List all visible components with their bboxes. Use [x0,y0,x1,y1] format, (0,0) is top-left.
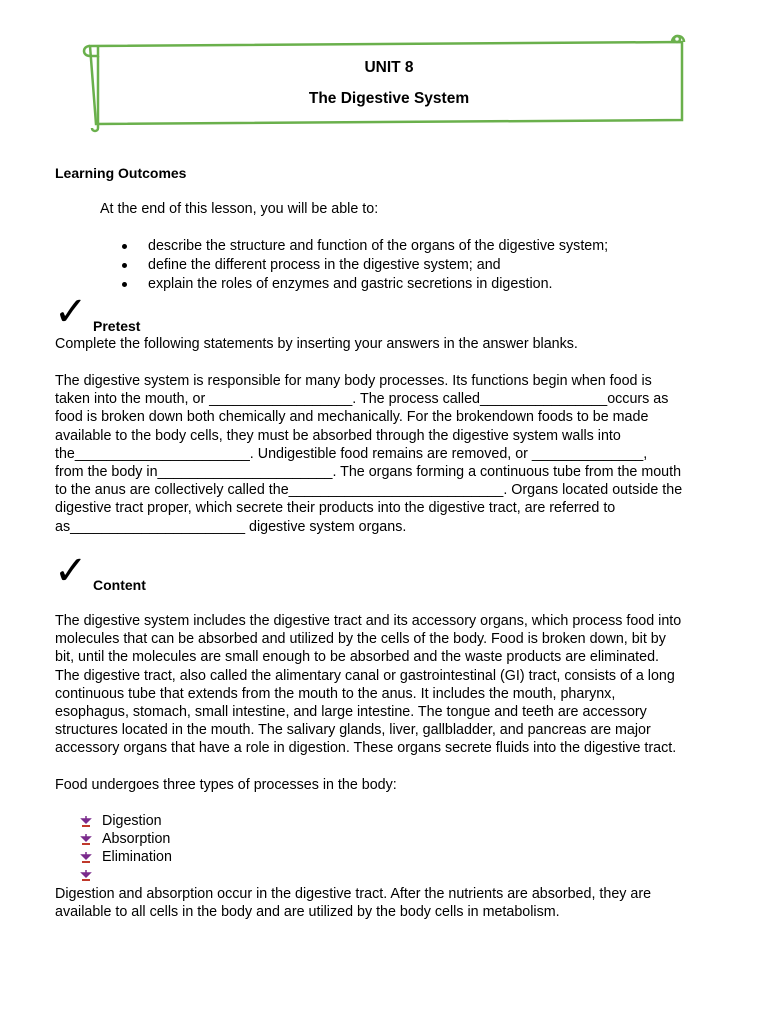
arrow-bullet-icon [80,870,92,882]
text-line: The digestive system includes the digestive tract and its accessory organs, which process food into [55,613,682,629]
scroll-banner-frame [78,28,690,134]
pretest-paragraph [55,372,735,536]
text-line: Digestion and absorption occur in the digestive tract. After the nutrients are absorbed, they are [55,886,652,902]
text-line: structures located in the mouth. The salivary glands, liver, gallbladder, and pancreas are major [55,722,651,739]
list-item: define the different process in the digestive system; and [122,256,722,275]
bullet-icon [122,263,127,268]
list-item [80,866,380,884]
processes-intro: Food undergoes three types of processes in the body: [55,777,397,793]
text-line: The digestive tract, also called the alimentary canal or gastrointestinal (GI) tract, consists of a long [55,667,675,684]
text-line: esophagus, stomach, small intestine, and large intestine. The tongue and teeth are accessory [55,704,647,721]
learning-outcomes-list [122,237,722,294]
arrow-bullet-icon [80,816,92,828]
closing-paragraph [55,885,737,921]
text-line: bit, until the molecules are small enough to be absorbed and the waste products are eliminated. [55,649,660,666]
text-line: to the anus are collectively called the___________________________. Organs located outside the [55,482,683,499]
page-title: The Digestive System [308,90,470,107]
checkmark-icon: ✓ [54,548,88,594]
text-line: the______________________. Undigestible food remains are removed, or ______________, [55,445,648,462]
list-item: Elimination [80,848,380,866]
pretest-heading: Pretest [93,318,141,334]
bullet-icon [122,244,127,249]
arrow-bullet-icon [80,834,92,846]
text-line: The digestive system is responsible for many body processes. Its functions begin when food is [55,373,652,389]
list-item: explain the roles of enzymes and gastric secretions in digestion. [122,275,722,294]
content-heading: Content [93,577,146,593]
text-line: food is broken down both chemically and mechanically. For the brokendown foods to be made [55,409,649,426]
list-item: describe the structure and function of the organs of the digestive system; [122,237,722,256]
text-line: as______________________ digestive system organs. [55,518,407,535]
text-line: continuous tube that extends from the mouth to the anus. It includes the mouth, pharynx, [55,685,616,702]
pretest-instruction: Complete the following statements by inserting your answers in the answer blanks. [55,336,578,352]
list-item: Digestion [80,812,380,830]
processes-list [80,812,380,884]
text-line: from the body in______________________. The organs forming a continuous tube from the mouth [55,464,682,481]
checkmark-icon: ✓ [54,289,88,335]
text-line: molecules that can be absorbed and utilized by the cells of the body. Food is broken down, bit by [55,631,666,648]
learning-outcomes-intro: At the end of this lesson, you will be able to: [100,201,379,217]
text-line: taken into the mouth, or __________________. The process called________________occurs as [55,391,669,408]
text-line: digestive tract proper, which secrete their products into the digestive tract, are referred to [55,500,616,517]
bullet-icon [122,282,127,287]
arrow-bullet-icon [80,852,92,864]
unit-label: UNIT 8 [364,59,414,76]
text-line: accessory organs that have a role in digestion. These organs secrete fluids into the digestive tract. [55,740,677,757]
learning-outcomes-heading: Learning Outcomes [55,165,187,181]
content-paragraph [55,612,737,758]
text-line: available to all cells in the body and are utilized by the body cells in metabolism. [55,904,560,921]
text-line: available to the body cells, they must be absorbed through the digestive system walls into [55,427,621,444]
list-item: Absorption [80,830,380,848]
